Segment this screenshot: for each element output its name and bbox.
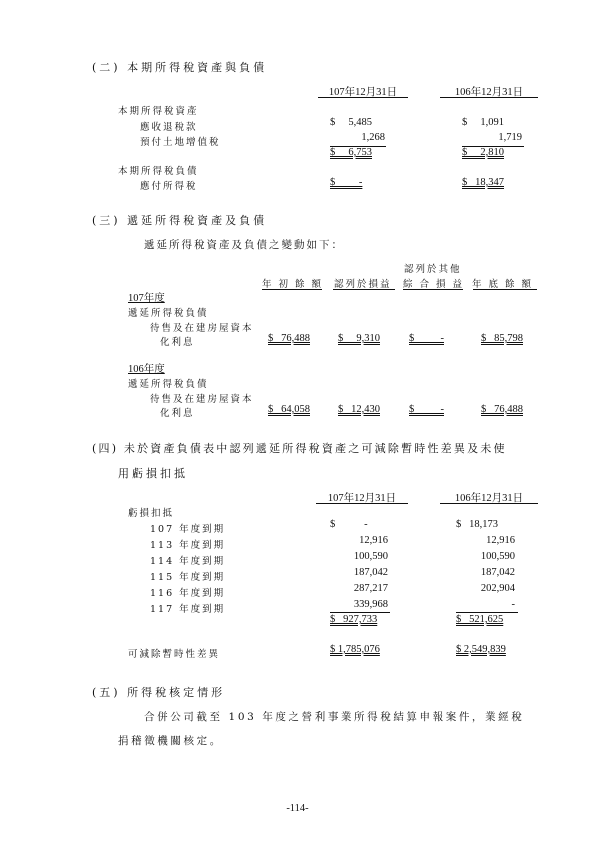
- cell-value: $ 85,798: [481, 333, 523, 344]
- col-rule: [403, 289, 463, 290]
- cell-value: $ 1,091: [462, 117, 504, 128]
- col-header-106: 106年12月31日: [454, 493, 524, 504]
- cell-value: $ 64,058: [268, 404, 310, 415]
- col-header: 年 底 餘 額: [472, 279, 534, 290]
- cell-value: $ -: [330, 519, 368, 530]
- section-2-title: (二) 本期所得稅資產與負債: [92, 61, 268, 74]
- total-value: $ 6,753: [330, 147, 372, 158]
- cell-value: $ 2,549,839: [456, 644, 506, 655]
- row-label: 116 年度到期: [150, 588, 226, 599]
- col-rule: [318, 97, 408, 98]
- row-label: 114 年度到期: [150, 556, 226, 567]
- section-5-paragraph-cont: 捐稽徵機關核定。: [118, 735, 223, 747]
- item-label: 遞延所得稅負債: [128, 308, 209, 319]
- total-value: $ 2,810: [462, 147, 504, 158]
- col-header: 綜 合 損 益: [403, 279, 465, 290]
- total-value: $ 521,625: [456, 614, 504, 625]
- cell-value: $ 18,173: [456, 519, 498, 530]
- item-label: 待售及在建房屋資本: [150, 394, 254, 405]
- loss-carryforward-label: 虧損扣抵: [128, 508, 175, 519]
- year-label: 106年度: [128, 364, 165, 375]
- cell-value: $ -: [409, 333, 444, 344]
- cell-value: $ 9,310: [338, 333, 380, 344]
- item-label: 待售及在建房屋資本: [150, 323, 254, 334]
- section-4-title: (四) 未於資產負債表中認列遞延所得稅資產之可減除暫時性差異及未使: [92, 442, 507, 455]
- cell-value: $ 76,488: [481, 404, 523, 415]
- col-header-106: 106年12月31日: [454, 87, 524, 98]
- cell-value: 12,916: [359, 535, 388, 546]
- total-value: $ 927,733: [330, 614, 378, 625]
- page-number: -114-: [286, 803, 309, 814]
- cell-value: $ 76,488: [268, 333, 310, 344]
- row-label: 應收退稅款: [140, 122, 198, 133]
- section-5-title: (五) 所得稅核定情形: [92, 686, 226, 699]
- current-tax-liabilities-label: 本期所得稅負債: [118, 166, 199, 177]
- col-rule: [316, 503, 408, 504]
- cell-value: 100,590: [353, 551, 388, 562]
- cell-value: 1,268: [361, 132, 385, 143]
- col-header-107: 107年12月31日: [328, 87, 398, 98]
- col-rule: [473, 289, 537, 290]
- cell-value: $ -: [330, 177, 363, 188]
- cell-value: 1,719: [498, 132, 522, 143]
- cell-value: 339,968: [353, 599, 388, 610]
- col-rule: [440, 97, 538, 98]
- cell-value: 287,217: [353, 583, 388, 594]
- col-rule: [262, 289, 322, 290]
- col-header-107: 107年12月31日: [327, 493, 397, 504]
- cell-value: $ 12,430: [338, 404, 380, 415]
- section-3-intro: 遞延所得稅資產及負債之變動如下：: [144, 239, 344, 251]
- col-header-top: 認列於其他: [404, 264, 462, 275]
- col-rule: [333, 289, 395, 290]
- section-3-title: (三) 遞延所得稅資產及負債: [92, 214, 268, 227]
- cell-value: 12,916: [486, 535, 515, 546]
- row-label: 預付土地增值稅: [140, 137, 221, 148]
- cell-value: $ 5,485: [330, 117, 372, 128]
- section-4-title-cont: 用虧損扣抵: [118, 467, 188, 480]
- section-5-paragraph: 合併公司截至 103 年度之營利事業所得稅結算申報案件，業經稅: [144, 711, 525, 723]
- cell-value: 100,590: [480, 551, 515, 562]
- row-label: 117 年度到期: [150, 604, 226, 615]
- item-label: 遞延所得稅負債: [128, 379, 209, 390]
- row-label: 107 年度到期: [150, 524, 226, 535]
- item-label: 化利息: [160, 408, 195, 419]
- cell-value: $ 1,785,076: [330, 644, 380, 655]
- row-label: 應付所得稅: [140, 181, 198, 192]
- cell-value: $ 18,347: [462, 177, 504, 188]
- item-label: 化利息: [160, 337, 195, 348]
- cell-value: $ -: [409, 404, 444, 415]
- cell-value: 187,042: [480, 567, 515, 578]
- cell-value: -: [511, 599, 515, 610]
- row-label: 115 年度到期: [150, 572, 226, 583]
- col-header: 認列於損益: [334, 279, 392, 290]
- col-header: 年 初 餘 額: [262, 279, 324, 290]
- current-tax-assets-label: 本期所得稅資產: [118, 106, 199, 117]
- cell-value: 187,042: [353, 567, 388, 578]
- cell-value: 202,904: [480, 583, 515, 594]
- deductible-difference-label: 可減除暫時性差異: [128, 649, 221, 660]
- year-label: 107年度: [128, 293, 165, 304]
- col-rule: [440, 503, 538, 504]
- subtotal-rule: [330, 612, 390, 613]
- subtotal-rule: [456, 612, 518, 613]
- row-label: 113 年度到期: [150, 540, 226, 551]
